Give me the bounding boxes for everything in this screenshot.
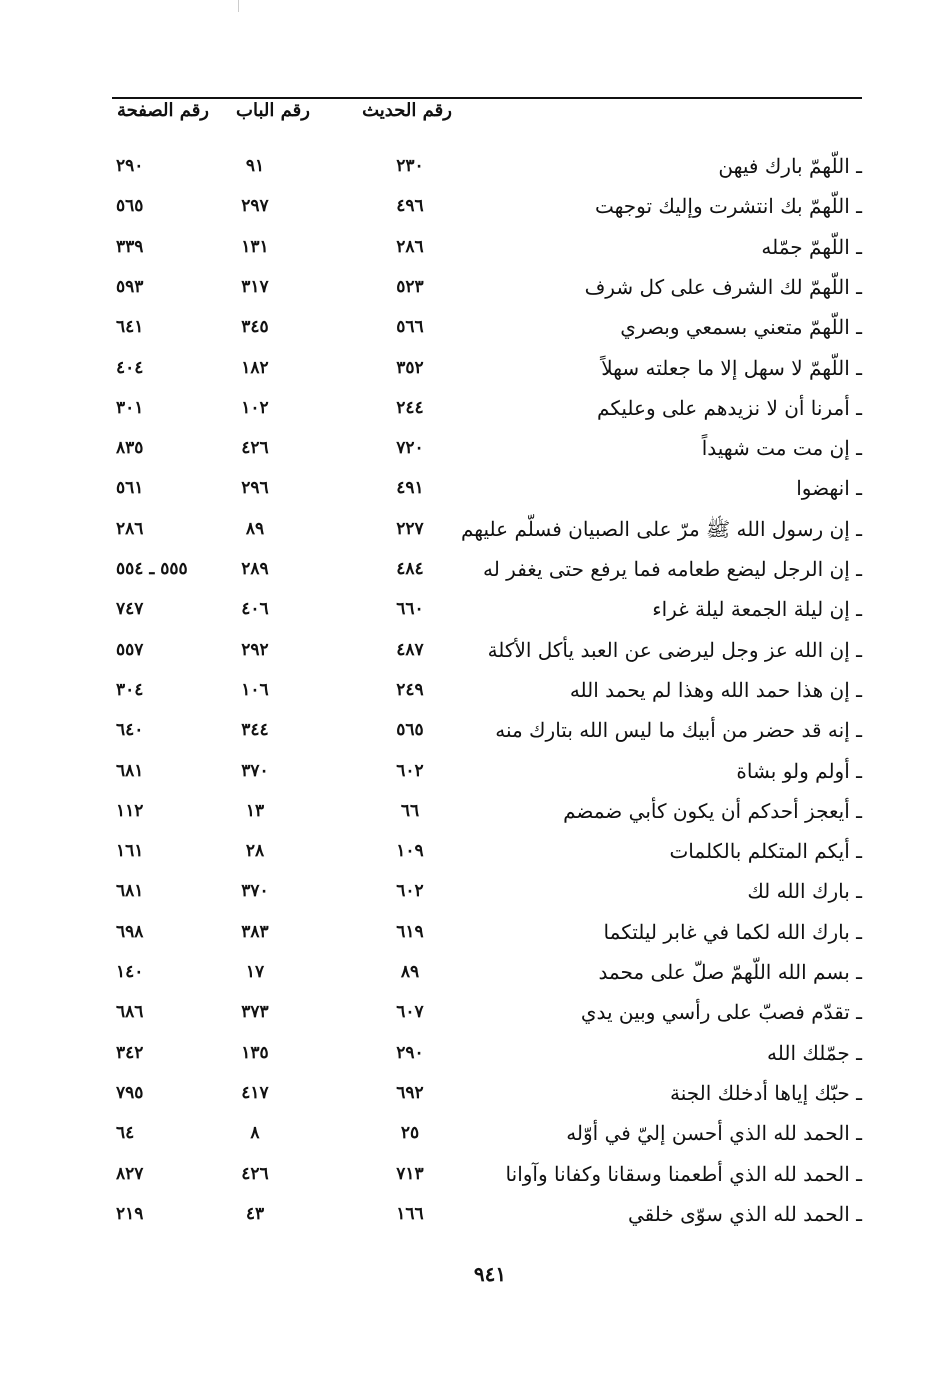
table-row [0, 755, 948, 795]
page-ref: ٦٨٦ [116, 1002, 144, 1023]
table-row [0, 513, 948, 553]
page-ref: ٥٩٣ [116, 276, 144, 297]
bab-number: ٤٠٦ [241, 599, 269, 620]
bab-number: ١٣ [245, 800, 265, 821]
table-row [0, 674, 948, 714]
bab-number: ٨ [250, 1123, 260, 1144]
entry-text: ـ بارك الله لكما في غابر ليلتكما [603, 919, 862, 944]
table-row [0, 472, 948, 512]
bab-number: ٣٤٥ [241, 317, 269, 338]
bab-number: ٤٣ [245, 1203, 265, 1224]
page-ref: ٨٢٧ [116, 1163, 144, 1184]
hadith-number: ٥٦٦ [396, 317, 424, 338]
page-ref: ٢٩٠ [116, 156, 144, 176]
page-ref: ٣٠١ [116, 397, 144, 418]
bab-number: ١٣٥ [241, 1042, 269, 1063]
entry-text: ـ اللّهمّ متعني بسمعي وبصري [620, 315, 862, 340]
hadith-number: ٤٩٦ [396, 196, 424, 217]
bab-number: ١٠٢ [241, 397, 269, 418]
entry-text: ـ أيعجز أحدكم أن يكون كأبي ضمضم [563, 798, 862, 823]
entry-text: ـ انهضوا [796, 476, 862, 501]
hadith-number: ٤٩١ [396, 478, 424, 499]
hadith-number: ١٦٦ [396, 1203, 424, 1224]
entry-text: ـ بارك الله لك [747, 879, 862, 904]
page-ref: ٥٥٥ ـ ٥٥٤ [116, 559, 188, 579]
page-ref: ٦٤٠ [116, 720, 144, 741]
entry-text: ـ إن هذا حمد الله وهذا لم يحمد الله [569, 677, 862, 702]
table-row [0, 714, 948, 754]
entry-text: ـ تقدّم فصبّ على رأسي وبين يدي [580, 1000, 862, 1025]
bab-number: ٤١٧ [241, 1082, 269, 1103]
table-row [0, 231, 948, 271]
page-ref: ١٤٠ [116, 962, 144, 982]
table-row [0, 1117, 948, 1157]
entry-text: ـ أمرنا أن لا نزيدهم على وعليكم [597, 395, 862, 420]
hadith-number: ٥٢٣ [396, 276, 424, 297]
hadith-number: ٢٨٦ [396, 236, 424, 257]
entry-text: ـ جمّلك الله [767, 1040, 862, 1065]
page-ref: ٦٨١ [116, 760, 144, 781]
page-ref: ٣٤٢ [116, 1042, 144, 1063]
page-ref: ٨٣٥ [116, 438, 144, 459]
entry-text: ـ بسم الله اللّهمّ صلّ على محمد [598, 960, 862, 984]
bab-number: ٣٧٠ [241, 760, 269, 781]
page-ref: ٥٥٧ [116, 639, 144, 660]
bab-number: ٣١٧ [241, 276, 269, 297]
entry-text: ـ اللّهمّ لا سهل إلا ما جعلته سهلاً [601, 355, 862, 380]
column-header-bab: رقم الباب [236, 100, 310, 121]
bab-number: ٤٢٦ [241, 438, 269, 459]
page-ref: ٣٣٩ [116, 236, 144, 257]
entry-text: ـ إن ليلة الجمعة ليلة غراء [652, 597, 862, 622]
bab-number: ٤٢٦ [241, 1163, 269, 1184]
table-row [0, 553, 948, 593]
hadith-number: ٢٥ [400, 1123, 420, 1144]
bab-number: ١٠٦ [241, 679, 269, 700]
hadith-number: ٢٩٠ [396, 1042, 424, 1063]
table-row [0, 996, 948, 1036]
table-row [0, 271, 948, 311]
table-row [0, 1198, 948, 1238]
hadith-number: ٤٨٧ [396, 639, 424, 660]
hadith-number: ٦٦ [400, 800, 420, 821]
column-header-hadith: رقم الحديث [362, 100, 452, 121]
entry-text: ـ إن الله عز وجل ليرضى عن العبد يأكل الأكلة [487, 637, 862, 662]
table-row [0, 593, 948, 633]
page-ref: ٧٩٥ [116, 1082, 144, 1103]
table-row [0, 432, 948, 472]
entry-text: ـ الحمد لله الذي سوّى خلقي [627, 1201, 862, 1226]
table-row [0, 795, 948, 835]
table-row [0, 956, 948, 996]
entry-text: ـ إنه قد حضر من أبيك ما ليس الله بتارك منه [495, 718, 862, 743]
table-row [0, 190, 948, 230]
table-row [0, 634, 948, 674]
table-row [0, 1077, 948, 1117]
bab-number: ٣٧٠ [241, 881, 269, 902]
scan-mark [238, 0, 239, 12]
page-ref: ٤٠٤ [116, 357, 144, 378]
entry-text: ـ أولم ولو بشاة [736, 758, 862, 783]
page-ref: ١١٢ [116, 800, 144, 821]
bab-number: ٢٨ [245, 841, 265, 862]
page-ref: ٦٤١ [116, 317, 144, 338]
entry-text: ـ اللّهمّ لك الشرف على كل شرف [584, 274, 862, 299]
bab-number: ٢٩٧ [241, 196, 269, 217]
hadith-number: ٦٠٢ [396, 760, 424, 781]
hadith-number: ٧١٣ [396, 1163, 424, 1184]
page-number: ٩٤١ [473, 1262, 507, 1286]
hadith-number: ١٠٩ [396, 841, 424, 862]
table-row [0, 1037, 948, 1077]
table-row [0, 875, 948, 915]
bab-number: ٨٩ [245, 518, 265, 539]
bab-number: ١٧ [245, 962, 265, 982]
table-row [0, 150, 948, 190]
table-row [0, 311, 948, 351]
page-ref: ٣٠٤ [116, 679, 144, 700]
table-row [0, 1158, 948, 1198]
hadith-number: ٦١٩ [396, 921, 424, 942]
hadith-number: ٦٦٠ [396, 599, 424, 620]
page-ref: ٥٦٥ [116, 196, 144, 217]
entry-text: ـ الحمد لله الذي أطعمنا وسقانا وكفانا وآوانا [505, 1161, 862, 1186]
bab-number: ٢٨٩ [241, 559, 269, 579]
bab-number: ١٣١ [241, 236, 269, 257]
hadith-number: ٢٢٧ [396, 518, 424, 539]
hadith-number: ٣٥٢ [396, 357, 424, 378]
entry-text: ـ إن مت مت شهيداً [701, 436, 862, 461]
hadith-number: ٥٦٥ [396, 720, 424, 741]
page-ref: ٦٨١ [116, 881, 144, 902]
bab-number: ٣٤٤ [241, 720, 269, 741]
hadith-number: ٦٠٧ [396, 1002, 424, 1023]
entry-text: ـ اللّهمّ بك انتشرت وإليك توجهت [594, 194, 862, 219]
table-row [0, 835, 948, 875]
bab-number: ٩١ [245, 156, 265, 176]
page-ref: ٢٨٦ [116, 518, 144, 539]
hadith-number: ٢٤٤ [396, 397, 424, 418]
entry-text: ـ إن الرجل ليضع طعامه فما يرفع حتى يغفر له [482, 557, 862, 581]
hadith-number: ٤٨٤ [396, 559, 424, 579]
entry-text: ـ اللّهمّ بارك فيهن [718, 154, 862, 178]
page-ref: ٥٦١ [116, 478, 144, 499]
table-row [0, 352, 948, 392]
page-ref: ١٦١ [116, 841, 144, 862]
table-row [0, 392, 948, 432]
column-header-page: رقم الصفحة [116, 100, 209, 121]
entry-text: ـ الحمد لله الذي أحسن إليّ في أوّله [566, 1121, 862, 1146]
entry-text: ـ اللّهمّ جمّله [761, 234, 862, 259]
bab-number: ٣٨٣ [241, 921, 269, 942]
table-row [0, 916, 948, 956]
bab-number: ٣٧٣ [241, 1002, 269, 1023]
header-rule [112, 97, 862, 99]
hadith-number: ٢٤٩ [396, 679, 424, 700]
hadith-number: ٨٩ [400, 962, 420, 982]
page-ref: ٦٩٨ [116, 921, 144, 942]
entry-text: ـ حبّك إياها أدخلك الجنة [669, 1080, 862, 1105]
entry-text: ـ إن رسول الله ﷺ مرّ على الصبيان فسلّم عليهم [460, 516, 862, 541]
hadith-number: ٦٩٢ [396, 1082, 424, 1103]
page-ref: ٦٤ [116, 1123, 135, 1144]
bab-number: ٢٩٢ [241, 639, 269, 660]
hadith-number: ٦٠٢ [396, 881, 424, 902]
hadith-number: ٢٣٠ [396, 156, 424, 176]
bab-number: ٢٩٦ [241, 478, 269, 499]
bab-number: ١٨٢ [241, 357, 269, 378]
page-ref: ٢١٩ [116, 1203, 144, 1224]
page-ref: ٧٤٧ [116, 599, 144, 620]
hadith-number: ٧٢٠ [396, 438, 424, 459]
entry-text: ـ أيكم المتكلم بالكلمات [669, 839, 862, 864]
